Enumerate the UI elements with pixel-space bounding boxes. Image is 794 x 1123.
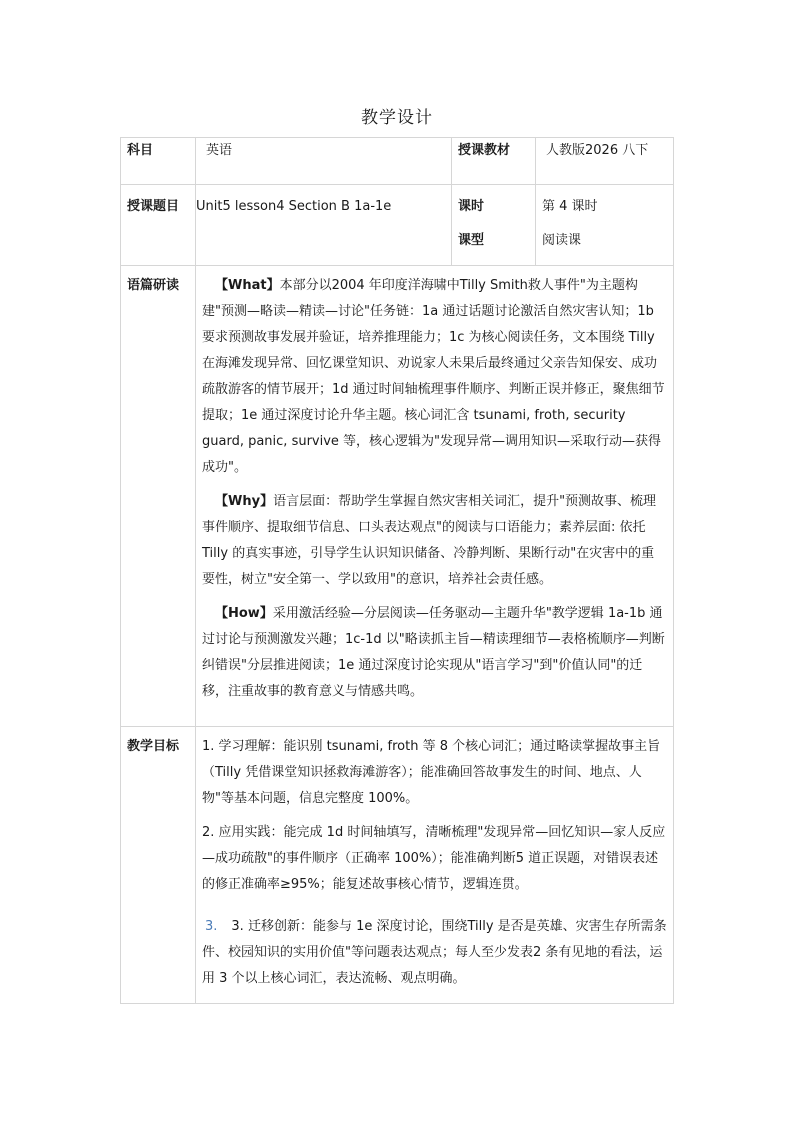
type-label: 课型 [458,233,485,248]
why-paragraph [202,489,667,593]
how-paragraph [202,601,667,705]
topic-label-cell [121,185,196,266]
textbook-label: 授课教材 [458,143,511,158]
analysis-label-cell [121,266,196,727]
why-text: 语言层面：帮助学生掌握自然灾害相关词汇，提升"预测故事、梳理事件顺序、提取细节信息、口头表达观点"的阅读与口语能力；素养层面: 依托 Tilly 的真实事迹，引导学生认识知识储备、冷静判断、果断行动"在灾害中的重要性，树立"安全第一、学以致用"的意识，培养社会责任感。 [202,494,657,587]
period-label: 课时 [458,199,485,214]
goal-item-2: 2. 应用实践：能完成 1d 时间轴填写，清晰梳理"发现异常—回忆知识—家人反应—成功疏散"的事件顺序（正确率 100%）；能准确判断5 道正误题，对错误表述的修正准确率≥95%；能复述故事核心情节，逻辑连贯。 [202,825,666,892]
period-type-value-cell [536,185,674,266]
document-title: 教学设计 [361,108,433,128]
subject-label: 科目 [127,143,154,158]
textbook-label-cell [452,138,536,185]
what-tag: 【What】 [215,278,280,293]
analysis-label: 语篇研读 [127,278,180,293]
topic-label: 授课题目 [127,199,180,214]
type-value: 阅读课 [542,233,582,248]
subject-label-cell [121,138,196,185]
goal-3-list-marker: 3. [205,919,218,934]
period-value: 第 4 课时 [542,199,598,214]
period-type-label-cell [452,185,536,266]
goal-3-text: 3. 迁移创新：能参与 1e 深度讨论，围绕Tilly 是否是英雄、灾害生存所需条件、校园知识的实用价值"等问题表达观点；每人至少发表2 条有见地的看法，运用 3 个以上核心词汇，表达流畅、观点明确。 [202,919,667,986]
subject-value-cell [196,138,452,185]
what-text: 本部分以2004 年印度洋海啸中Tilly Smith救人事件"为主题构建"预测—略读—精读—讨论"任务链：1a 通过话题讨论激活自然灾害认知；1b 要求预测故事发展并验证，培养推理能力；1c 为核心阅读任务，文本围绕 Tilly 在海滩发现异常、回忆课堂知识、劝说家人未果后最终通过父亲告知保安、成功疏散游客的情节展开；1d 通过时间轴梳理事件顺序、判断正误并修正，聚焦细节提取；1e 通过深度讨论升华主题。核心词汇含 tsunami, froth, security guard, panic, survive 等，核心逻辑为"发现异常—调用知识—采取行动—获得成功"。 [202,278,665,475]
topic-value-cell [196,185,452,266]
what-paragraph [202,273,667,481]
subject-value: 英语 [206,143,233,158]
textbook-value: 人教版2026 八下 [546,143,649,158]
goal-item-1: 1. 学习理解：能识别 tsunami, froth 等 8 个核心词汇；通过略读掌握故事主旨（Tilly 凭借课堂知识拯救海滩游客）；能准确回答故事发生的时间、地点、人物"等基本问题，信息完整度 100%。 [202,739,661,806]
how-text: 采用激活经验—分层阅读—任务驱动—主题升华"教学逻辑 1a-1b 通过讨论与预测激发兴趣；1c-1d 以"略读抓主旨—精读理细节—表格梳顺序—判断纠错误"分层推进阅读；1e 通过深度讨论实现从"语言学习"到"价值认同"的迁移，注重故事的教育意义与情感共鸣。 [202,606,665,699]
table-row [121,266,674,727]
goal-item-3 [202,914,667,992]
table-row [121,138,674,185]
table-row [121,727,674,1004]
goals-label: 教学目标 [127,739,180,754]
topic-value: Unit5 lesson4 Section B 1a-1e [196,199,392,214]
textbook-value-cell [536,138,674,185]
table-row [121,185,674,266]
lesson-plan-table [120,137,674,1004]
goals-content-cell [196,727,674,1004]
how-tag: 【How】 [215,606,273,621]
goals-label-cell [121,727,196,1004]
why-tag: 【Why】 [215,494,274,509]
analysis-content-cell [196,266,674,727]
